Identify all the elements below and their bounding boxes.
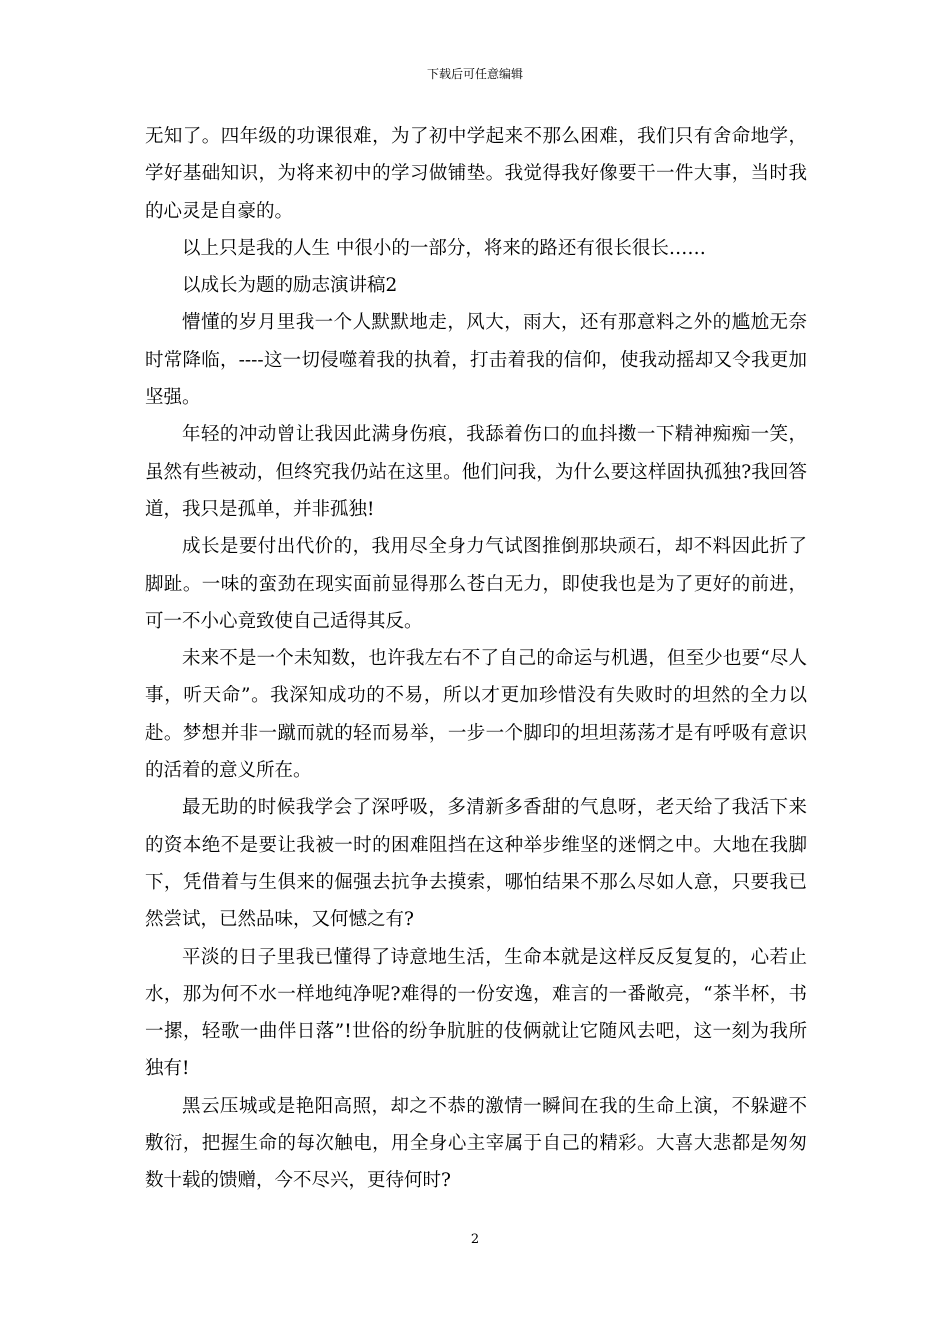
paragraph: 黑云压城或是艳阳高照，却之不恭的激情一瞬间在我的生命上演，不躲避不敷衍，把握生命的每次触电，用全身心主宰属于自己的精彩。大喜大悲都是匆匆数十载的馈赠，今不尽兴，更待何时? (145, 1095, 807, 1192)
paragraph: 平淡的日子里我已懂得了诗意地生活，生命本就是这样反反复复的，心若止水，那为何不水一样地纯净呢?难得的一份安逸，难言的一番敞亮，“茶半杯，书一摞，轻歌一曲伴日落”!世俗的纷争肮脏的伎俩就让它随风去吧，这一刻为我所独有! (145, 946, 807, 1080)
paragraph: 年轻的冲动曾让我因此满身伤痕，我舔着伤口的血抖擞一下精神痴痴一笑，虽然有些被动，但终究我仍站在这里。他们问我，为什么要这样固执孤独?我回答道，我只是孤单，并非孤独! (145, 424, 807, 520)
paragraph: 以上只是我的人生 中很小的一部分，将来的路还有很长很长…… (182, 237, 706, 259)
paragraph: 最无助的时候我学会了深呼吸，多清新多香甜的气息呀，老天给了我活下来的资本绝不是要让我被一时的困难阻挡在这种举步维坚的迷惘之中。大地在我脚下，凭借着与生俱来的倔强去抗争去摸索，哪怕结果不那么尽如人意，只要我已然尝试，已然品味，又何憾之有? (145, 797, 807, 931)
section-title: 以成长为题的励志演讲稿2 (182, 275, 398, 297)
paragraph: 成长是要付出代价的，我用尽全身力气试图推倒那块顽石，却不料因此折了脚趾。一味的蛮劲在现实面前显得那么苍白无力，即使我也是为了更好的前进，可一不小心竟致使自己适得其反。 (145, 536, 807, 632)
paragraph-continuation: 无知了。四年级的功课很难，为了初中学起来不那么困难，我们只有舍命地学，学好基础知识，为将来初中的学习做铺垫。我觉得我好像要干一件大事，当时我的心灵是自豪的。 (145, 126, 807, 222)
document-body (145, 118, 807, 1200)
page-number: 2 (470, 1232, 480, 1247)
page-header: 下载后可任意编辑 (426, 67, 523, 81)
paragraph: 懵懂的岁月里我一个人默默地走，风大，雨大，还有那意料之外的尴尬无奈时常降临，----这一切侵噬着我的执着，打击着我的信仰，使我动摇却又令我更加坚强。 (145, 312, 807, 409)
paragraph: 未来不是一个未知数，也许我左右不了自己的命运与机遇，但至少也要“尽人事，听天命”。我深知成功的不易，所以才更加珍惜没有失败时的坦然的全力以赴。梦想并非一蹴而就的轻而易举，一步一个脚印的坦坦荡荡才是有呼吸有意识的活着的意义所在。 (145, 648, 807, 782)
